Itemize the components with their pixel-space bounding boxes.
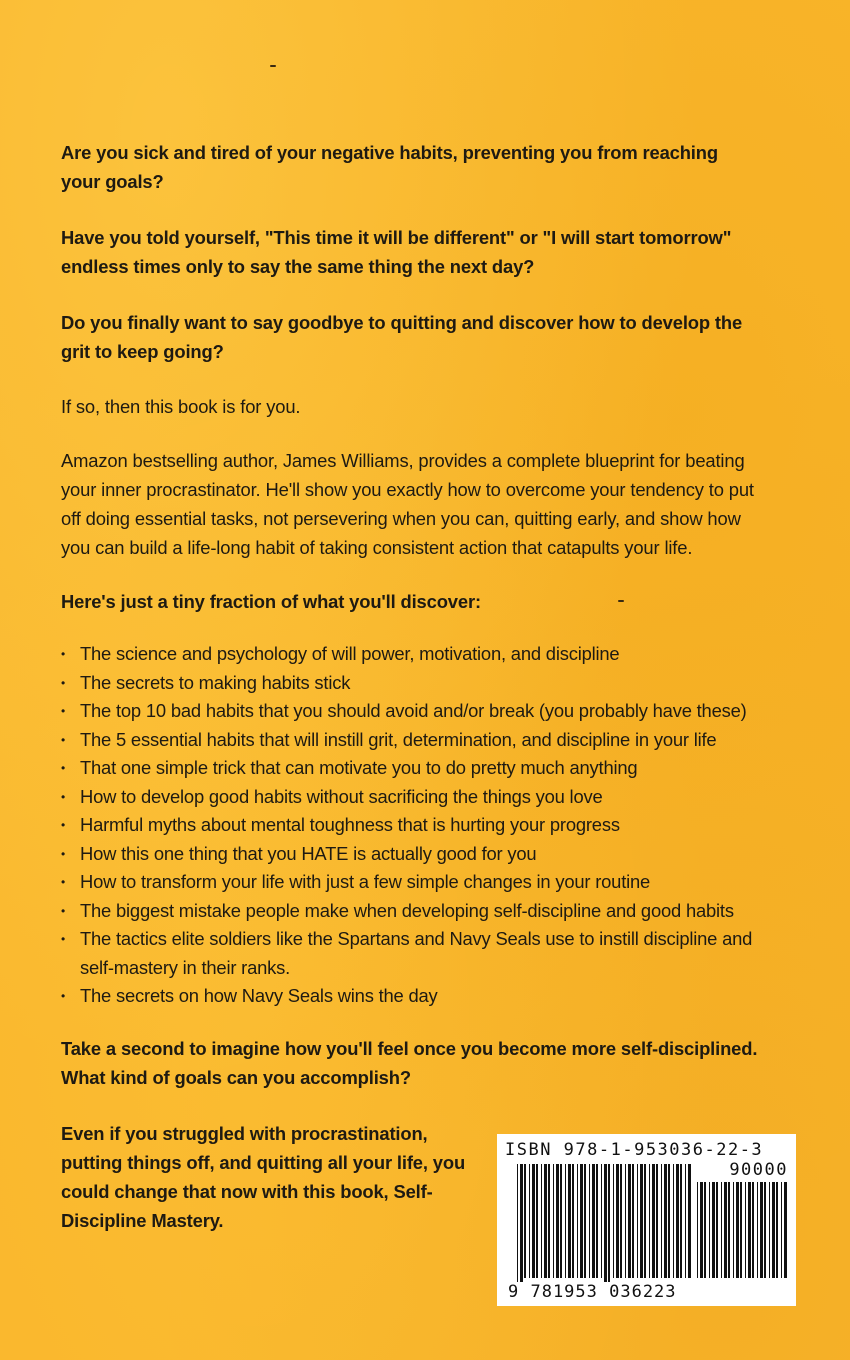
background-speck — [270, 65, 276, 67]
barcode-bar — [548, 1164, 550, 1278]
barcode-bar — [560, 1164, 562, 1278]
isbn-barcode — [497, 1134, 796, 1306]
barcode-bar — [685, 1164, 686, 1278]
barcode-bar — [577, 1164, 578, 1278]
barcode-bar — [757, 1182, 758, 1278]
list-item: • The secrets to making habits stick — [61, 669, 761, 698]
barcode-bar — [700, 1182, 703, 1278]
barcode-number: 9 781953 036223 — [505, 1282, 680, 1302]
barcode-bar — [688, 1164, 691, 1278]
barcode-bar — [709, 1182, 710, 1278]
barcode-addon-bars — [697, 1182, 787, 1290]
barcode-bar — [721, 1182, 722, 1278]
if-so-line: If so, then this book is for you. — [61, 396, 301, 417]
question-negative-habits: Are you sick and tired of your negative habits, preventing you from reaching your goals? — [61, 142, 718, 192]
barcode-bar — [772, 1182, 775, 1278]
barcode-bar — [661, 1164, 662, 1278]
barcode-bar — [580, 1164, 583, 1278]
barcode-bar — [676, 1164, 679, 1278]
back-cover-text — [61, 138, 761, 1235]
feature-list — [61, 640, 761, 1011]
barcode-bar — [608, 1164, 610, 1290]
barcode-bar — [680, 1164, 682, 1278]
barcode-bar — [733, 1182, 734, 1278]
list-item: • The top 10 bad habits that you should avoid and/or break (you probably have these) — [61, 697, 761, 726]
list-item: • How to transform your life with just a few simple changes in your routine — [61, 868, 761, 897]
barcode-bar — [524, 1164, 526, 1278]
barcode-bar — [565, 1164, 566, 1278]
barcode-bar — [568, 1164, 571, 1278]
closing-paragraph: Even if you struggled with procrastination, putting things off, and quitting all your life, you could change that now with this book, Self-Discipline Mastery. — [61, 1122, 466, 1231]
barcode-bar — [532, 1164, 535, 1278]
list-item: • Harmful myths about mental toughness that is hurting your progress — [61, 811, 761, 840]
barcode-bars — [517, 1164, 692, 1290]
barcode-bar — [776, 1182, 778, 1278]
barcode-bar — [781, 1182, 782, 1278]
barcode-bar — [544, 1164, 547, 1278]
barcode-bar — [592, 1164, 595, 1278]
list-item: • The 5 essential habits that will instill grit, determination, and discipline in your life — [61, 726, 761, 755]
barcode-bar — [616, 1164, 619, 1278]
barcode-bar — [736, 1182, 739, 1278]
barcode-bar — [668, 1164, 670, 1278]
barcode-bar — [640, 1164, 643, 1278]
barcode-bar — [596, 1164, 598, 1278]
barcode-bar — [589, 1164, 590, 1278]
barcode-bar — [628, 1164, 631, 1278]
barcode-bar — [584, 1164, 586, 1278]
imagine-paragraph: Take a second to imagine how you'll feel once you become more self-disciplined. What kind of goals can you accomplish? — [61, 1037, 758, 1088]
barcode-bar — [656, 1164, 658, 1278]
isbn-label: ISBN 978-1-953036-22-3 — [505, 1140, 764, 1160]
barcode-bar — [664, 1164, 667, 1278]
list-item: • How to develop good habits without sacrificing the things you love — [61, 783, 761, 812]
list-item: • The science and psychology of will power, motivation, and discipline — [61, 640, 761, 669]
list-item: • The biggest mistake people make when developing self-discipline and good habits — [61, 897, 761, 926]
barcode-bar — [752, 1182, 754, 1278]
barcode-bar — [673, 1164, 674, 1278]
barcode-bar — [704, 1182, 706, 1278]
barcode-bar — [520, 1164, 523, 1290]
barcode-bar — [556, 1164, 559, 1278]
barcode-bar — [644, 1164, 646, 1278]
barcode-bar — [604, 1164, 607, 1290]
barcode-bar — [697, 1182, 698, 1278]
discover-heading: Here's just a tiny fraction of what you'll discover: — [61, 591, 481, 612]
barcode-bar — [649, 1164, 650, 1278]
barcode-bar — [541, 1164, 542, 1278]
barcode-bar — [613, 1164, 614, 1278]
barcode-bar — [740, 1182, 742, 1278]
list-item: • The secrets on how Navy Seals wins the day — [61, 982, 761, 1011]
barcode-bar — [712, 1182, 715, 1278]
barcode-bar — [716, 1182, 718, 1278]
barcode-bar — [748, 1182, 751, 1278]
question-start-tomorrow: Have you told yourself, "This time it will be different" or "I will start tomorrow" endless times only to say the same thing the next day? — [61, 227, 732, 277]
list-item: • How this one thing that you HATE is actually good for you — [61, 840, 761, 869]
barcode-bar — [553, 1164, 554, 1278]
barcode-bar — [529, 1164, 530, 1278]
barcode-bar — [601, 1164, 602, 1278]
barcode-bar — [769, 1182, 770, 1278]
barcode-bar — [728, 1182, 730, 1278]
barcode-bar — [784, 1182, 787, 1278]
barcode-bar — [764, 1182, 766, 1278]
barcode-bar — [620, 1164, 622, 1278]
barcode-bar — [632, 1164, 634, 1278]
barcode-bar — [637, 1164, 638, 1278]
barcode-bar — [517, 1164, 518, 1290]
question-stop-quitting: Do you finally want to say goodbye to quitting and discover how to develop the grit to keep going? — [61, 312, 743, 362]
list-item: • The tactics elite soldiers like the Spartans and Navy Seals use to instill discipline and self-mastery in their ranks. — [61, 925, 761, 982]
barcode-bar — [745, 1182, 746, 1278]
author-blurb: Amazon bestselling author, James Williams, provides a complete blueprint for beating your inner procrastinator. He'll show you exactly how to overcome your tendency to put off doing essential tasks, not persevering when you can, quitting early, and show how you can build a life-long habit of taking consistent action that catapults your life. — [61, 450, 754, 558]
list-item: • That one simple trick that can motivate you to do pretty much anything — [61, 754, 761, 783]
barcode-bar — [724, 1182, 727, 1278]
price-code: 90000 — [729, 1160, 788, 1180]
barcode-bar — [652, 1164, 655, 1278]
barcode-bar — [536, 1164, 538, 1278]
barcode-bar — [760, 1182, 763, 1278]
barcode-bar — [625, 1164, 626, 1278]
barcode-bar — [572, 1164, 574, 1278]
